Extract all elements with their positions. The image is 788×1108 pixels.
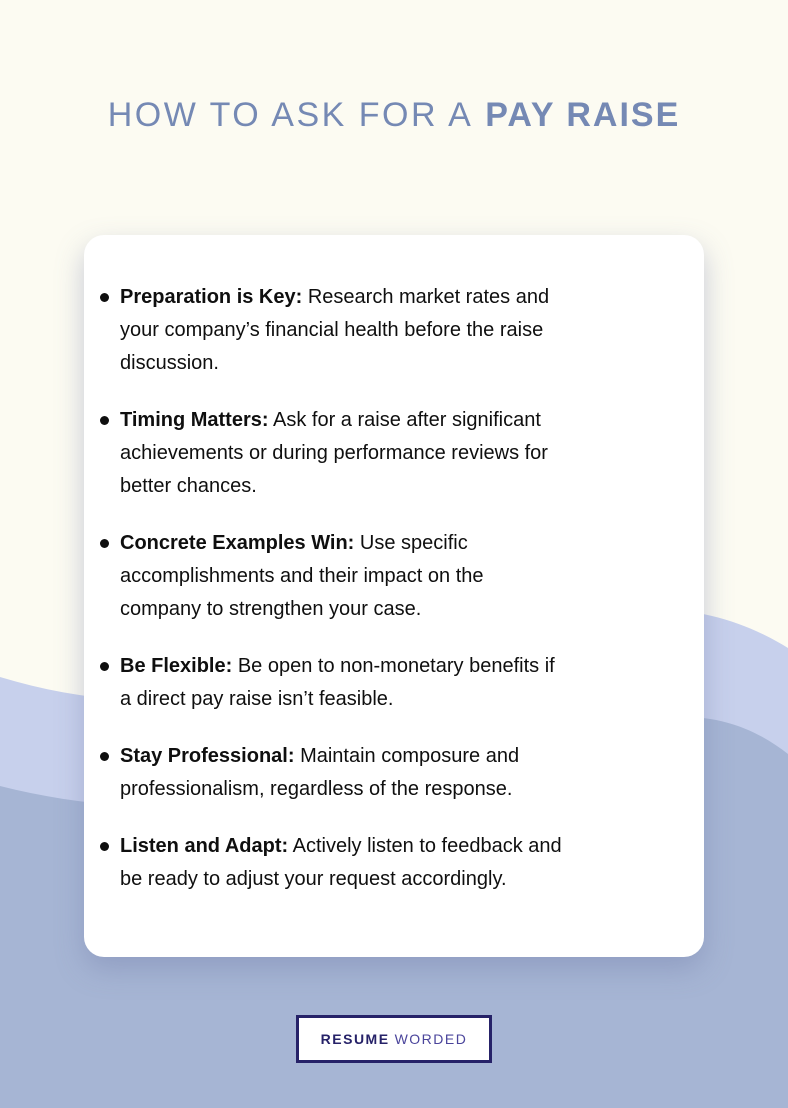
bullet-label: Timing Matters:	[120, 409, 269, 431]
page-title	[0, 94, 788, 136]
bullet-text	[120, 404, 664, 503]
bullet-label: Listen and Adapt:	[120, 835, 289, 857]
bullet-icon	[100, 416, 109, 425]
bullet-text-line: Timing Matters: Ask for a raise after significant	[120, 409, 541, 431]
list-item	[100, 527, 664, 626]
bullet-text-line: company to strengthen your case.	[120, 598, 422, 620]
bullet-text-line: accomplishments and their impact on the	[120, 565, 484, 587]
list-item	[100, 650, 664, 716]
bullet-icon	[100, 662, 109, 671]
list-item	[100, 281, 664, 380]
brand-name-bold: RESUME	[320, 1031, 390, 1047]
bullet-text	[120, 281, 664, 380]
bullet-icon	[100, 293, 109, 302]
bullet-text-line: your company’s financial health before the raise	[120, 319, 544, 341]
bullet-icon	[100, 539, 109, 548]
bullet-icon	[100, 842, 109, 851]
bullet-label: Preparation is Key:	[120, 286, 303, 308]
bullet-text-line: Stay Professional: Maintain composure and	[120, 745, 520, 767]
list-item	[100, 404, 664, 503]
bullet-text-line: a direct pay raise isn’t feasible.	[120, 688, 394, 710]
brand-name-regular: WORDED	[394, 1031, 468, 1047]
bullet-label: Be Flexible:	[120, 655, 233, 677]
bullet-text-line: better chances.	[120, 475, 257, 497]
bullet-text-line: Listen and Adapt: Actively listen to feedback and	[120, 835, 562, 857]
bullet-list	[84, 281, 664, 896]
page-title-regular: HOW TO ASK FOR A	[107, 96, 474, 134]
bullet-label: Stay Professional:	[120, 745, 295, 767]
bullet-icon	[100, 752, 109, 761]
content-card	[84, 235, 704, 957]
bullet-text	[120, 830, 664, 896]
bullet-text	[120, 527, 664, 626]
bullet-text-line: Preparation is Key: Research market rates and	[120, 286, 550, 308]
bullet-text-line: be ready to adjust your request accordingly.	[120, 868, 507, 890]
list-item	[100, 740, 664, 806]
bullet-text-line: Concrete Examples Win: Use specific	[120, 532, 468, 554]
resume-worded-button[interactable]	[296, 1015, 492, 1063]
bullet-label: Concrete Examples Win:	[120, 532, 355, 554]
page-title-bold: PAY RAISE	[485, 96, 681, 134]
bullet-text	[120, 650, 664, 716]
list-item	[100, 830, 664, 896]
bullet-text-line: achievements or during performance reviews for	[120, 442, 548, 464]
bullet-text	[120, 740, 664, 806]
bullet-text-line: Be Flexible: Be open to non-monetary benefits if	[120, 655, 555, 677]
bullet-text-line: discussion.	[120, 352, 219, 374]
bullet-text-line: professionalism, regardless of the response.	[120, 778, 513, 800]
